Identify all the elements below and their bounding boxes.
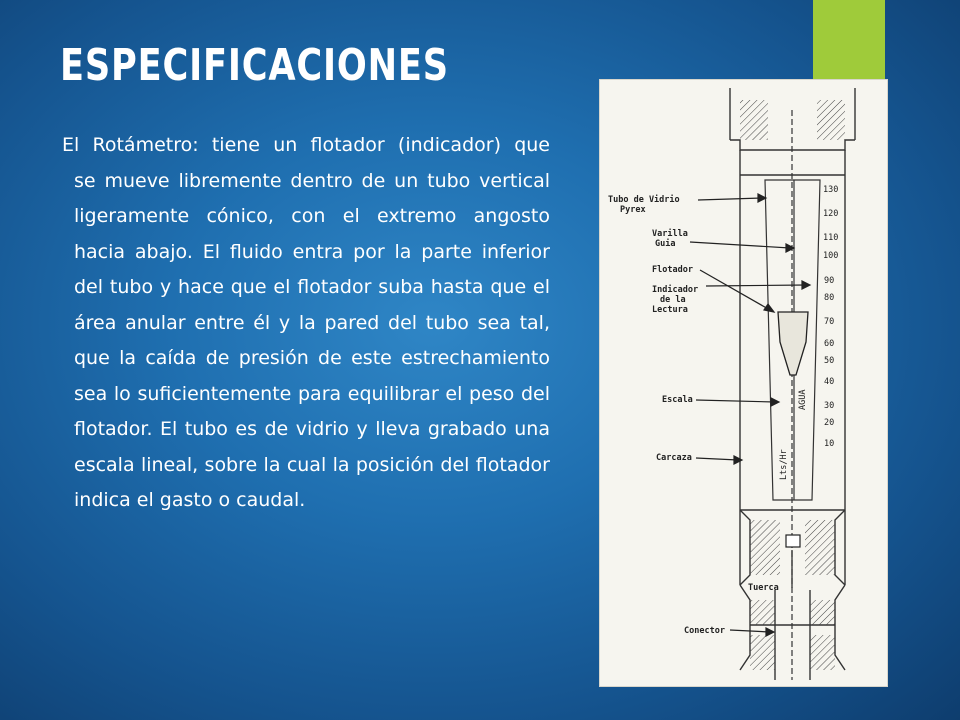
scale-120: 120: [823, 209, 839, 219]
scale-70: 70: [824, 317, 835, 327]
scale-100: 100: [823, 251, 839, 261]
label-varilla-2: Guia: [655, 239, 676, 249]
label-conector: Conector: [684, 626, 725, 636]
scale-20: 20: [824, 418, 835, 428]
scale-110: 110: [823, 233, 839, 243]
nut-shape: [786, 535, 800, 547]
label-varilla-1: Varilla: [652, 229, 688, 239]
scale-10: 10: [824, 439, 835, 449]
rotameter-diagram: [600, 80, 887, 686]
slide-title: ESPECIFICACIONES: [60, 40, 449, 91]
label-tuerca: Tuerca: [748, 583, 779, 593]
label-indicador-1: Indicador: [652, 285, 699, 295]
label-tubo-2: Pyrex: [620, 205, 646, 215]
scale-30: 30: [824, 401, 835, 411]
scale-130: 130: [823, 185, 839, 195]
tube-fluid-text: AGUA: [798, 389, 808, 410]
scale-80: 80: [824, 293, 835, 303]
tube-units-text: Lts/Hr: [779, 449, 789, 480]
label-carcaza: Carcaza: [656, 453, 692, 463]
body-paragraph: [62, 128, 550, 519]
scale-40: 40: [824, 377, 835, 387]
scale-90: 90: [824, 276, 835, 286]
label-escala: Escala: [662, 395, 693, 405]
glass-tube: [765, 110, 820, 680]
label-indicador-2: de la: [660, 295, 686, 305]
scale-50: 50: [824, 356, 835, 366]
scale-60: 60: [824, 339, 835, 349]
accent-bar: [813, 0, 885, 80]
body-first-line: El Rotámetro: tiene un flotador (indicador) que: [62, 134, 550, 156]
label-tubo-1: Tubo de Vidrio: [608, 195, 680, 205]
float-shape: [778, 312, 808, 375]
label-flotador: Flotador: [652, 265, 693, 275]
label-indicador-3: Lectura: [652, 305, 688, 315]
body-rest: se mueve libremente dentro de un tubo vertical ligeramente cónico, con el extremo angosto hacia abajo. El fluido entra por la parte inferior del tubo y hace que el flotador suba hasta que el área anular entre él y la pared del tubo sea tal, que la caída de presión de este estrechamiento sea lo suficientemente para equilibrar el peso del flotador. El tubo es de vidrio y lleva grabado una escala lineal, sobre la cual la posición del flotador indica el gasto o caudal.: [74, 169, 550, 511]
